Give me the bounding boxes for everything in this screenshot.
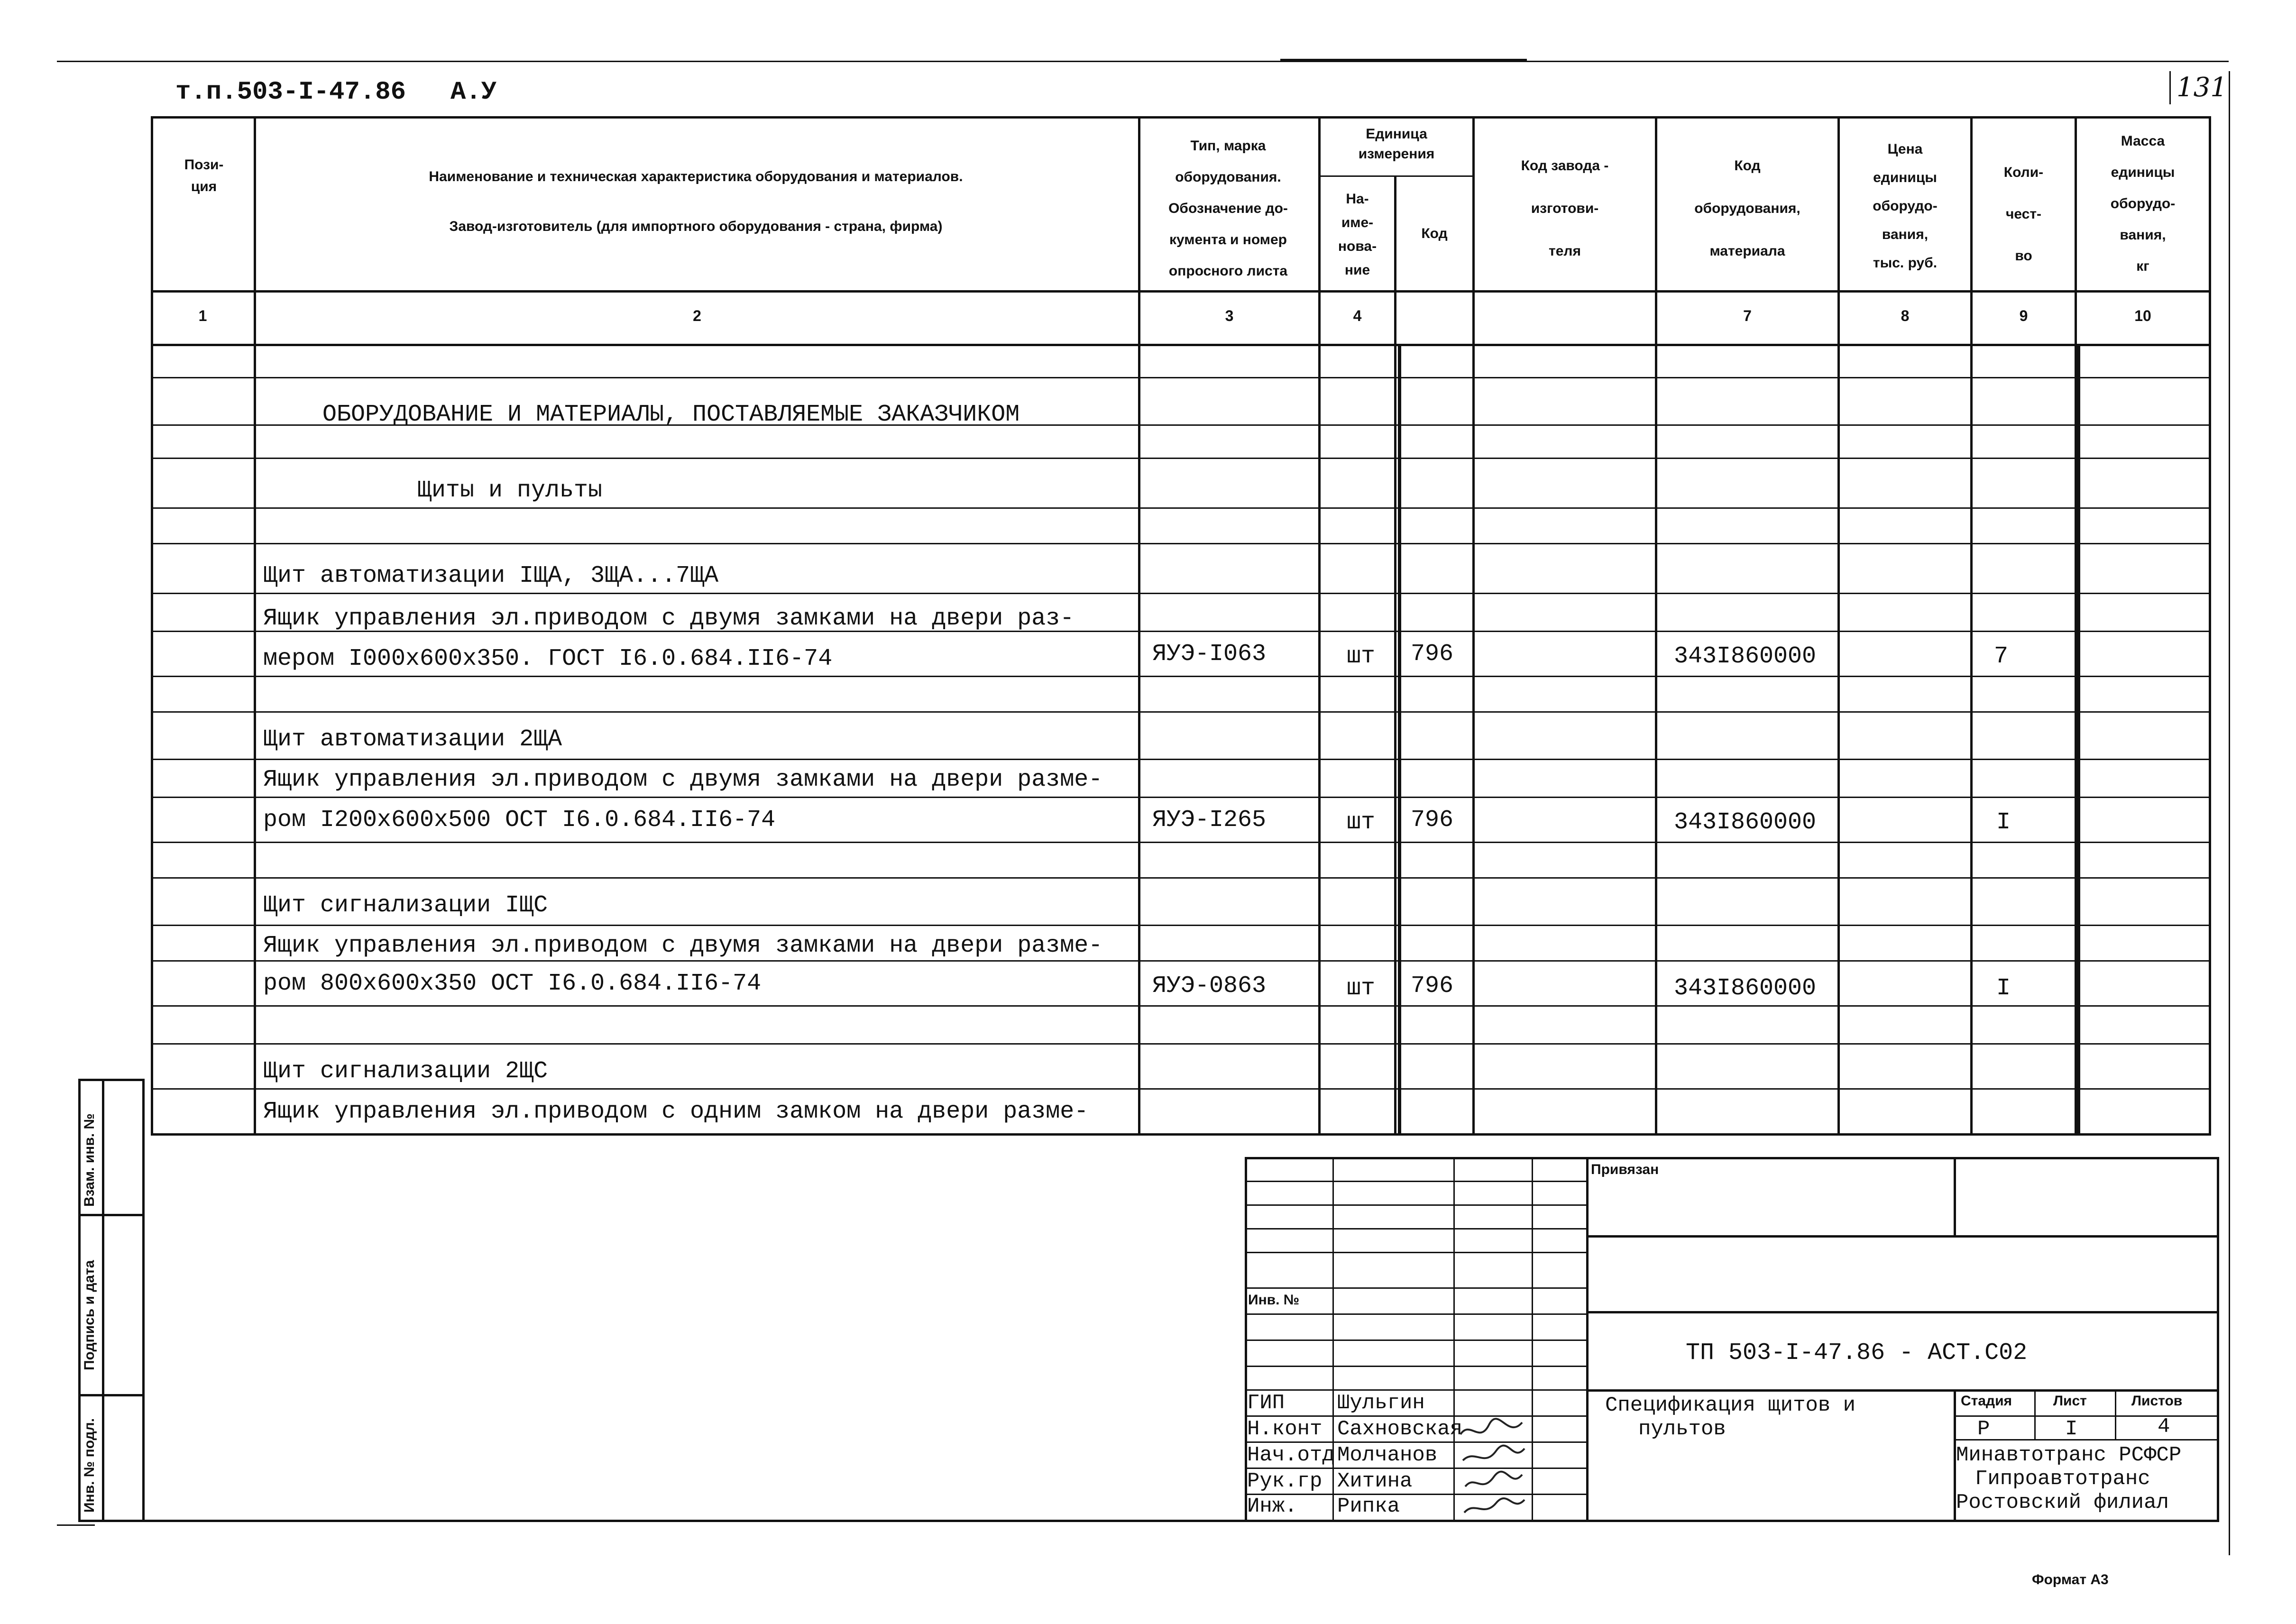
org-line3: Ростовский филиал	[1956, 1491, 2169, 1514]
role-label: Рук.гр	[1247, 1469, 1322, 1493]
header-name-line1: Наименование и техническая характеристика оборудования и материалов.	[429, 169, 963, 184]
item-description: ром I200х600х500 ОСТ I6.0.684.II6-74	[263, 807, 776, 834]
header-unit-code: Код	[1421, 226, 1448, 241]
header-unit-name: На- име- нова- ние	[1338, 191, 1377, 278]
header-mass: Масса единицы оборудо- вания, кг	[2110, 133, 2176, 274]
page-number: 131	[2177, 72, 2227, 103]
role-label: Инж.	[1247, 1495, 1297, 1518]
album-code: А.У	[450, 78, 497, 107]
col-number: 4	[1353, 307, 1362, 324]
subsection-heading: Щиты и пульты	[417, 477, 603, 504]
signer-name: Молчанов	[1337, 1443, 1438, 1467]
section-heading: ОБОРУДОВАНИЕ И МАТЕРИАЛЫ, ПОСТАВЛЯЕМЫЕ ЗАКАЗЧИКОМ	[322, 401, 1020, 428]
item-unit-code: 796	[1411, 973, 1454, 1000]
signer-name: Рипка	[1337, 1495, 1400, 1518]
side-label-sign-date: Подпись и дата	[82, 1260, 97, 1370]
item-unit: шт	[1347, 809, 1376, 836]
item-quantity: 7	[1994, 643, 2009, 670]
signer-name: Шульгин	[1337, 1391, 1425, 1415]
role-label: ГИП	[1247, 1391, 1285, 1415]
header-position: Пози- ция	[184, 157, 224, 194]
header-plant-code: Код завода - изготови- теля	[1521, 158, 1609, 259]
item-group-title: Щит автоматизации 2ЩА	[263, 726, 562, 753]
col-number: 10	[2134, 307, 2151, 324]
item-unit: шт	[1347, 643, 1376, 670]
header-equipment-code: Код оборудования, материала	[1694, 158, 1800, 259]
header-price: Цена единицы оборудо- вания, тыс. руб.	[1873, 141, 1938, 271]
col-number: 3	[1225, 307, 1234, 324]
item-description: Ящик управления эл.приводом с двумя замками на двери раз-	[263, 605, 1075, 632]
item-quantity: I	[1996, 809, 2011, 836]
item-equipment-code: 343I860000	[1674, 643, 1817, 670]
document-code: т.п.503-I-47.86	[175, 78, 406, 107]
item-description: Ящик управления эл.приводом с одним замком на двери разме-	[263, 1098, 1089, 1125]
item-unit-code: 796	[1411, 641, 1454, 668]
drawing-title-line2: пультов	[1638, 1417, 1726, 1441]
designation: ТП 503-I-47.86 - АСТ.С02	[1686, 1340, 2028, 1367]
col-number: 9	[2019, 307, 2028, 324]
item-description: Ящик управления эл.приводом с двумя замками на двери разме-	[263, 932, 1103, 959]
item-equipment-code: 343I860000	[1674, 809, 1817, 836]
header-quantity: Коли- чест- во	[2003, 165, 2044, 264]
signer-name: Сахновская	[1337, 1417, 1463, 1441]
sheet-value: I	[2065, 1417, 2078, 1441]
item-group-title: Щит сигнализации IЩС	[263, 892, 548, 919]
role-label: Н.конт	[1247, 1417, 1322, 1441]
item-equipment-code: 343I860000	[1674, 975, 1817, 1002]
sheets-label: Листов	[2131, 1393, 2183, 1409]
side-label-replace-inv: Взам. инв. №	[82, 1113, 97, 1207]
stage-value: Р	[1977, 1417, 1990, 1441]
col-number: 7	[1743, 307, 1752, 324]
side-label-orig-inv: Инв. № подл.	[82, 1418, 97, 1513]
sheets-value: 4	[2158, 1415, 2170, 1439]
stage-label: Стадия	[1961, 1393, 2012, 1409]
item-type: ЯУЭ-I063	[1152, 641, 1267, 668]
sheet-label: Лист	[2053, 1393, 2087, 1409]
inv-no-label: Инв. №	[1248, 1292, 1300, 1308]
item-type: ЯУЭ-I265	[1152, 807, 1267, 834]
format-label: Формат А3	[2032, 1572, 2109, 1587]
item-quantity: I	[1996, 975, 2011, 1002]
linked-label: Привязан	[1591, 1162, 1659, 1177]
item-group-title: Щит сигнализации 2ЩС	[263, 1058, 548, 1085]
header-type: Тип, марка оборудования. Обозначение до- кумента и номер опросного листа	[1168, 138, 1288, 279]
org-line2: Гипроавтотранс	[1975, 1467, 2150, 1491]
item-type: ЯУЭ-0863	[1152, 973, 1267, 1000]
signature-mark	[1456, 1415, 1532, 1520]
signer-name: Хитина	[1337, 1469, 1413, 1493]
item-description: ром 800х600х350 ОСТ I6.0.684.II6-74	[263, 970, 762, 997]
header-name-line2: Завод-изготовитель (для импортного оборудования - страна, фирма)	[449, 219, 943, 234]
item-description: Ящик управления эл.приводом с двумя замками на двери разме-	[263, 766, 1103, 793]
col-number: 2	[693, 307, 701, 324]
org-line1: Минавтотранс РСФСР	[1956, 1443, 2182, 1467]
header-unit-group: Единица измерения	[1358, 126, 1435, 162]
role-label: Нач.отд	[1247, 1443, 1335, 1467]
item-group-title: Щит автоматизации IЩА, 3ЩА...7ЩА	[263, 562, 719, 589]
drawing-title-line1: Спецификация щитов и	[1605, 1394, 1856, 1417]
item-unit: шт	[1347, 975, 1376, 1002]
col-number: 1	[198, 307, 207, 324]
col-number: 8	[1901, 307, 1910, 324]
item-unit-code: 796	[1411, 807, 1454, 834]
item-description: мером I000х600х350. ГОСТ I6.0.684.II6-74	[263, 645, 833, 672]
